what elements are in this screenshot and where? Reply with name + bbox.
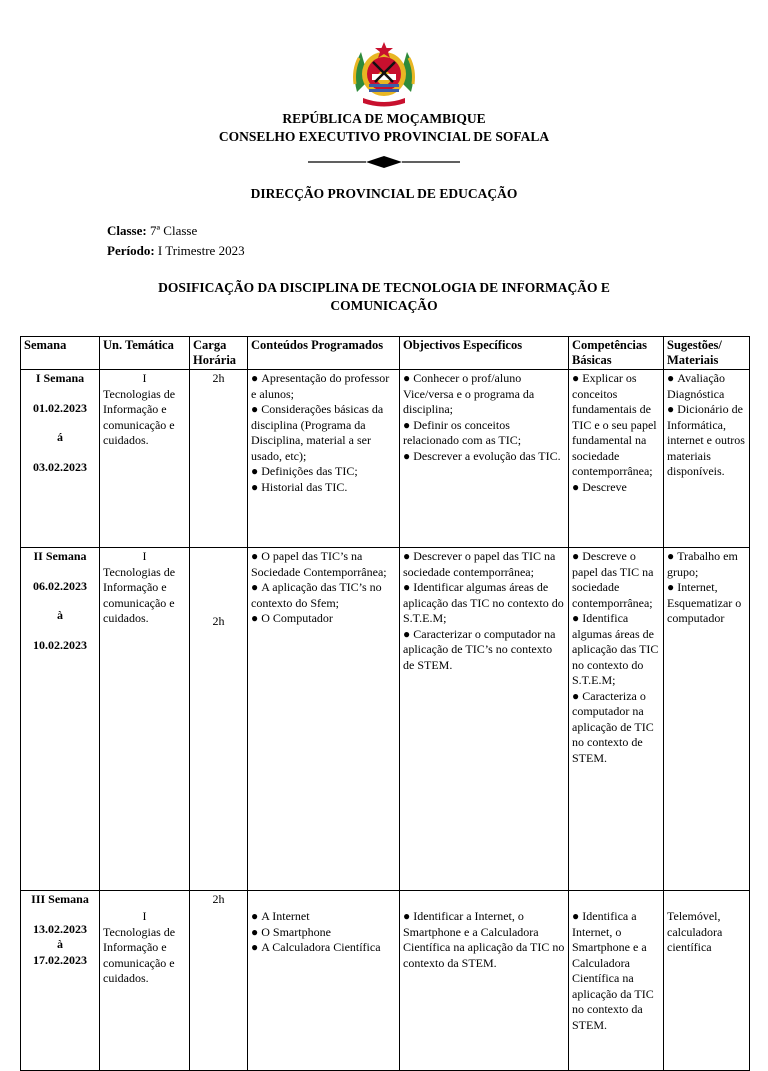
unit-number: I [142,371,147,385]
header-semana: Semana [21,337,100,370]
week-end: 03.02.2023 [33,459,87,474]
class-line [107,223,197,239]
list-item: ● Avaliação Diagnóstica [667,371,746,402]
header-competencias: Competências Básicas [569,337,664,370]
list-item: ● Descreve [572,480,660,496]
list-item: ● O papel das TIC’s na Sociedade Contemporrânea; [251,549,396,580]
week-cell [21,891,100,1071]
competencies-cell [569,370,664,548]
week-separator: à [57,937,63,951]
hours-cell: 2h [190,891,248,1071]
week-separator: à [57,608,63,622]
class-label: Classe: [107,223,147,238]
list-item: ● O Computador [251,611,396,627]
unit-title: Tecnologias de Informação e comunicação e cuidados. [103,924,176,985]
list-item: ● Descreve o papel das TIC na sociedade contemporrânea; [572,549,660,611]
week-cell [21,370,100,548]
list-item: ● A Internet [251,909,396,925]
header-carga: Carga Horária [190,337,248,370]
header-conteudos: Conteúdos Programados [248,337,400,370]
objectives-cell [400,548,569,891]
directorate-heading: DIRECÇÃO PROVINCIAL DE EDUCAÇÃO [250,186,518,201]
materials-cell [664,370,750,548]
header-sugestoes: Sugestões/ Materiais [664,337,750,370]
week-cell [21,548,100,891]
list-item: ● Considerações básicas da disciplina (Programa da Disciplina, material a ser usado, etc); [251,402,396,464]
council-heading: CONSELHO EXECUTIVO PROVINCIAL DE SOFALA [218,129,550,144]
list-item: ● Descrever o papel das TIC na sociedade contemporrânea; [403,549,565,580]
table-row [21,891,750,1071]
table-header-row [21,337,750,370]
class-value: 7ª Classe [149,223,198,238]
week-name: III Semana [31,892,89,906]
hours-cell: 2h [190,370,248,548]
unit-cell [100,370,190,548]
list-item: ● Internet, Esquematizar o computador [667,580,746,627]
week-start: 06.02.2023 [33,578,87,593]
document-title: DOSIFICAÇÃO DA DISCIPLINA DE TECNOLOGIA DE INFORMAÇÃO E COMUNICAÇÃO [158,280,610,313]
contents-cell [248,548,400,891]
unit-cell [100,891,190,1071]
competencies-cell [569,891,664,1071]
unit-title: Tecnologias de Informação e comunicação e cuidados. [103,386,176,447]
republic-heading: REPÚBLICA DE MOÇAMBIQUE [282,111,486,126]
list-item: ● Explicar os conceitos fundamentais de TIC e o seu papel fundamental na sociedade contemporrânea; [572,371,660,480]
materials-cell: Telemóvel, calculadora científica [664,891,750,1071]
unit-title: Tecnologias de Informação e comunicação e cuidados. [103,564,176,625]
list-item: ● Identifica algumas áreas de aplicação das TIC no contexto do S.T.E.M; [572,611,660,689]
week-name: I Semana [35,371,85,385]
list-item: ● O Smartphone [251,925,396,941]
list-item: ● Descrever a evolução das TIC. [403,449,565,465]
week-name: II Semana [33,549,87,563]
mozambique-coat-of-arms-icon [349,40,419,108]
contents-cell [248,891,400,1071]
list-item: ● Caracteriza o computador na aplicação de TIC no contexto de STEM. [572,689,660,767]
hours-cell: 2h [190,548,248,891]
week-start: 13.02.2023 [33,921,87,936]
period-line [107,243,245,259]
list-item: ● Trabalho em grupo; [667,549,746,580]
list-item: ● Apresentação do professor e alunos; [251,371,396,402]
week-end: 10.02.2023 [33,637,87,652]
list-item: ● Identificar a Internet, o Smartphone e a Calculadora Científica na aplicação da TIC no contexto da STEM. [403,909,565,971]
list-item: ● Definir os conceitos relacionado com as TIC; [403,418,565,449]
list-item: ● A aplicação das TIC’s no contexto do Sfem; [251,580,396,611]
list-item: ● Historial das TIC. [251,480,396,496]
week-separator: á [57,430,63,444]
unit-number: I [142,549,147,563]
period-label: Período: [107,243,155,258]
materials-cell [664,548,750,891]
competencies-cell [569,548,664,891]
week-end: 17.02.2023 [33,952,87,967]
list-item: ● Dicionário de Informática, internet e outros materiais disponíveis. [667,402,746,480]
list-item: ● Conhecer o prof/aluno Vice/versa e o programa da disciplina; [403,371,565,418]
header-objectivos: Objectivos Específicos [400,337,569,370]
objectives-cell [400,370,569,548]
list-item: ● Definições das TIC; [251,464,396,480]
unit-cell [100,548,190,891]
dosification-table [20,336,750,1071]
contents-cell [248,370,400,548]
table-row [21,548,750,891]
unit-number: I [142,909,147,923]
table-row [21,370,750,548]
diamond-divider-icon [308,155,460,169]
period-value: I Trimestre 2023 [157,243,245,258]
list-item: ● Identifica a Internet, o Smartphone e a Calculadora Científica na aplicação da TIC no contexto da STEM. [572,909,660,1033]
list-item: ● Identificar algumas áreas de aplicação das TIC no contexto do S.T.E.M; [403,580,565,627]
week-start: 01.02.2023 [33,400,87,415]
objectives-cell [400,891,569,1071]
header-unidade: Un. Temática [100,337,190,370]
list-item: ● A Calculadora Científica [251,940,396,956]
list-item: ● Caracterizar o computador na aplicação de TIC’s no contexto de STEM. [403,627,565,674]
